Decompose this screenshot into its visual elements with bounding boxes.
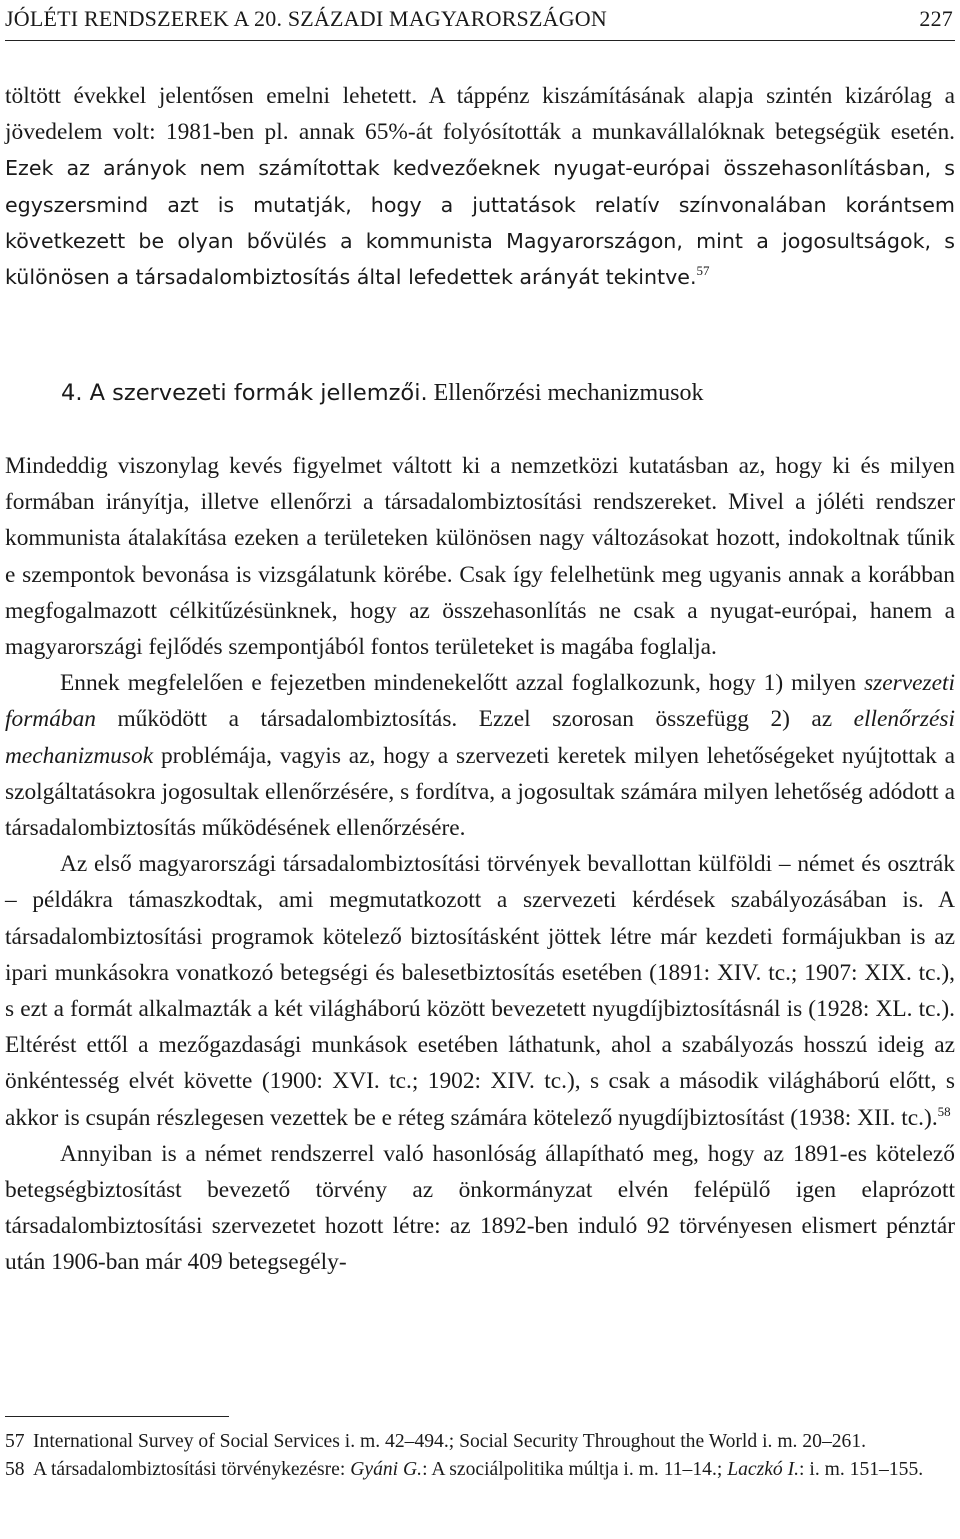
page-number: 227 [919,6,953,31]
paragraph-5: Annyiban is a német rendszerrel való hasonlóság állapítható meg, hogy az 1891-es kötelező betegségbiztosítást bevezető törvény az önkormányzat elvén felépülő igen elaprózott társadalombiztosítási szervezetet hozott létre: az 1892-ben induló 92 törvényesen elismert pénztár után 1906-ban már 409 betegsegély- [5,1140,955,1276]
header-rule [5,40,955,41]
footnote-number: 58 [5,1459,25,1480]
section-heading-title: 4. A szervezeti formák jellemzői. [61,380,428,406]
footnote-58-author-b: Laczkó I. [727,1459,800,1480]
footnote-58-text-a: A társadalombiztosítási törvénykezésre: [33,1459,351,1480]
footnote-58-author-a: Gyáni G. [350,1459,423,1480]
paragraph-4 [5,846,955,1136]
footnote-58-text-b: : A szociálpolitika múltja i. m. 11–14.; [422,1459,728,1480]
footnote-text [33,1456,955,1484]
footnote-text: International Survey of Social Services i. m. 42–494.; Social Security Throughout the World i. m. 20–261. [33,1431,867,1452]
paragraph-3-text-c: problémája, vagyis az, hogy a szervezeti keretek milyen lehetőségeket nyújtottak a szolgáltatásokra jogosultak ellenőrzésére, s fordítva, a jogosultak számára milyen lehetőség adódott a társadalombiztosítás működésének ellenőrzésére. [5,742,955,842]
running-header [5,4,955,38]
section-heading [61,380,704,407]
running-header-title: JÓLÉTI RENDSZEREK A 20. SZÁZADI MAGYARORSZÁGON [5,6,607,31]
footnote-rule [5,1416,229,1417]
paragraph-3-text-a: Ennek megfelelően e fejezetben mindenekelőtt azzal foglalkozunk, hogy 1) milyen [60,670,865,697]
paragraph-3-emphasis-b: ellenőrzési mechanizmusok [5,706,955,769]
paragraph-1 [5,78,955,295]
footnote-58 [5,1456,955,1484]
paragraph-1-sans: Ezek az arányok nem számítottak kedvezőeknek nyugat-európai összehasonlításban, s egyszersmind azt is mutatják, hogy a juttatások relatív színvonalában korántsem következett be olyan bővülés a kommunista Magyarországon, mint a jogosultságok, s különösen a társadalombiztosítás által lefedettek arányát tekintve. [5,156,955,290]
paragraph-3 [5,665,955,846]
paragraph-1-serif: töltött évekkel jelentősen emelni lehetett. A táppénz kiszámításának alapja szintén kizárólag a jövedelem volt: 1981-ben pl. annak 65%-át folyósították a munkavállalóknak betegségük esetén. [5,83,955,146]
section-heading-subtitle: Ellenőrzési mechanizmusok [433,380,704,406]
body-block [5,448,955,1281]
footnote-ref-57: 57 [696,263,710,279]
paragraph-3-text-b: működött a társadalombiztosítás. Ezzel szorosan összefügg 2) az [95,706,854,733]
footnote-number: 57 [5,1431,25,1452]
footnote-57 [5,1428,955,1456]
paragraph-3-emphasis-a: szervezeti formában [5,670,955,733]
intro-block [5,78,955,295]
paragraph-2: Mindeddig viszonylag kevés figyelmet váltott ki a nemzetközi kutatásban az, hogy ki és milyen formában irányítja, illetve ellenőrzi a társadalombiztosítási rendszereket. Mivel a jóléti rendszer kommunista átalakítása ezeken a területeken különösen nagy változásokat hozott, indokoltnak tűnik e szempontok bevonása is vizsgálatunk körébe. Csak így felelhetünk meg ugyanis annak a korábban megfogalmazott célkitűzésünknek, hogy az összehasonlítás ne csak a nyugat-európai, hanem a magyarországi fejlődés szempontjából fontos területeket is magába foglalja. [5,453,955,661]
footnote-ref-58: 58 [937,1103,951,1119]
footnote-58-text-c: : i. m. 151–155. [799,1459,924,1480]
footnotes [5,1428,955,1484]
paragraph-4-text: Az első magyarországi társadalombiztosítási törvények bevallottan külföldi – német és osztrák – példákra támaszkodtak, ami megmutatkozott a szervezeti kérdések szabályozásában is. A társadalombiztosítási programok kötelező biztosításként jöttek létre már kezdeti formájukban is az ipari munkásokra vonatkozó betegségi és balesetbiztosítás esetében (1891: XIV. tc.; 1907: XIX. tc.), s ezt a formát alkalmazták a két világháború között bevezetett nyugdíjbiztosításnál is (1928: XL. tc.). Eltérést ettől a mezőgazdasági munkások esetében láthatunk, ahol a szabályozás hosszú ideig az önkéntesség elvét követte (1900: XVI. tc.; 1902: XIV. tc.), s csak a második világháború előtt, s akkor is csupán részlegesen vezettek be e réteg számára kötelező nyugdíjbiztosítást (1938: XII. tc.). [5,851,955,1131]
